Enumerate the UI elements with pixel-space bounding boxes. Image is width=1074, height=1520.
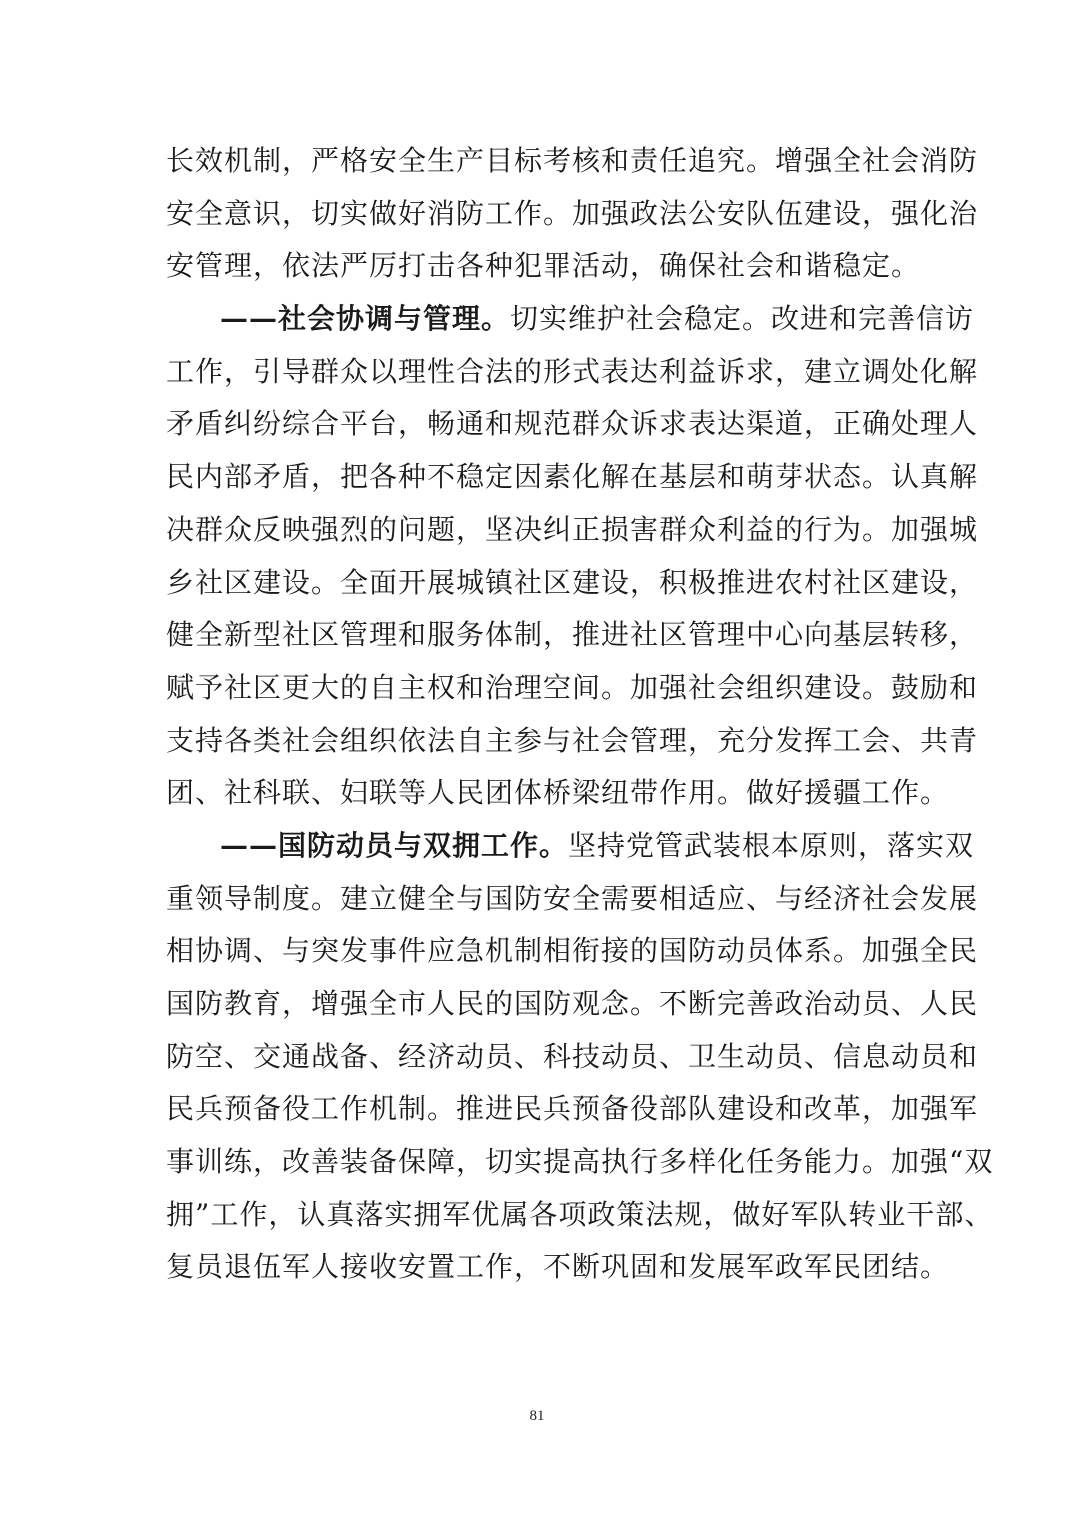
text-line: 工作，引导群众以理性合法的形式表达利益诉求，建立调处化解 [166,354,979,388]
text-line: 乡社区建设。全面开展城镇社区建设，积极推进农村社区建设， [166,565,979,599]
page-number: 81 [529,1408,545,1424]
section-intro-text: 坚持党管武装根本原则，落实双 [568,828,975,862]
text-line: 拥”工作，认真落实拥军优属各项政策法规，做好军队转业干部、 [166,1197,994,1231]
text-line: 防空、交通战备、经济动员、科技动员、卫生动员、信息动员和 [166,1039,979,1073]
text-line: 重领导制度。建立健全与国防安全需要相适应、与经济社会发展 [166,881,979,915]
text-line: 事训练，改善装备保障，切实提高执行多样化任务能力。加强“双 [166,1145,994,1179]
text-line: 支持各类社会组织依法自主参与社会管理，充分发挥工会、共青 [166,723,979,757]
body-text [166,135,994,1294]
text-line: 矛盾纠纷综合平台，畅通和规范群众诉求表达渠道，正确处理人 [166,407,979,441]
section-first-line [166,820,975,873]
text-line: 长效机制，严格安全生产目标考核和责任追究。增强全社会消防 [166,144,979,177]
text-line: 民内部矛盾，把各种不稳定因素化解在基层和萌芽状态。认真解 [166,460,979,494]
section-heading-national-defense: ——国防动员与双拥工作。 [220,828,569,862]
text-line: 安管理，依法严厉打击各种犯罪活动，确保社会和谐稳定。 [166,249,921,283]
text-line: 安全意识，切实做好消防工作。加强政法公安队伍建设，强化治 [166,196,979,230]
text-line: 决群众反映强烈的问题，坚决纠正损害群众利益的行为。加强城 [166,512,979,546]
text-line: 健全新型社区管理和服务体制，推进社区管理中心向基层转移， [166,618,979,652]
section-heading-social-coordination: ——社会协调与管理。 [220,302,511,336]
text-line: 国防教育，增强全市人民的国防观念。不断完善政治动员、人民 [166,987,979,1020]
text-line: 相协调、与突发事件应急机制相衔接的国防动员体系。加强全民 [166,934,979,968]
text-line: 团、社科联、妇联等人民团体桥梁纽带作用。做好援疆工作。 [166,776,950,810]
text-line: 复员退伍军人接收安置工作，不断巩固和发展军政军民团结。 [166,1250,950,1284]
section-intro-text: 切实维护社会稳定。改进和完善信访 [510,302,975,336]
text-line: 赋予社区更大的自主权和治理空间。加强社会组织建设。鼓励和 [166,670,979,704]
section-first-line [166,293,975,346]
text-line: 民兵预备役工作机制。推进民兵预备役部队建设和改革，加强军 [166,1092,979,1126]
